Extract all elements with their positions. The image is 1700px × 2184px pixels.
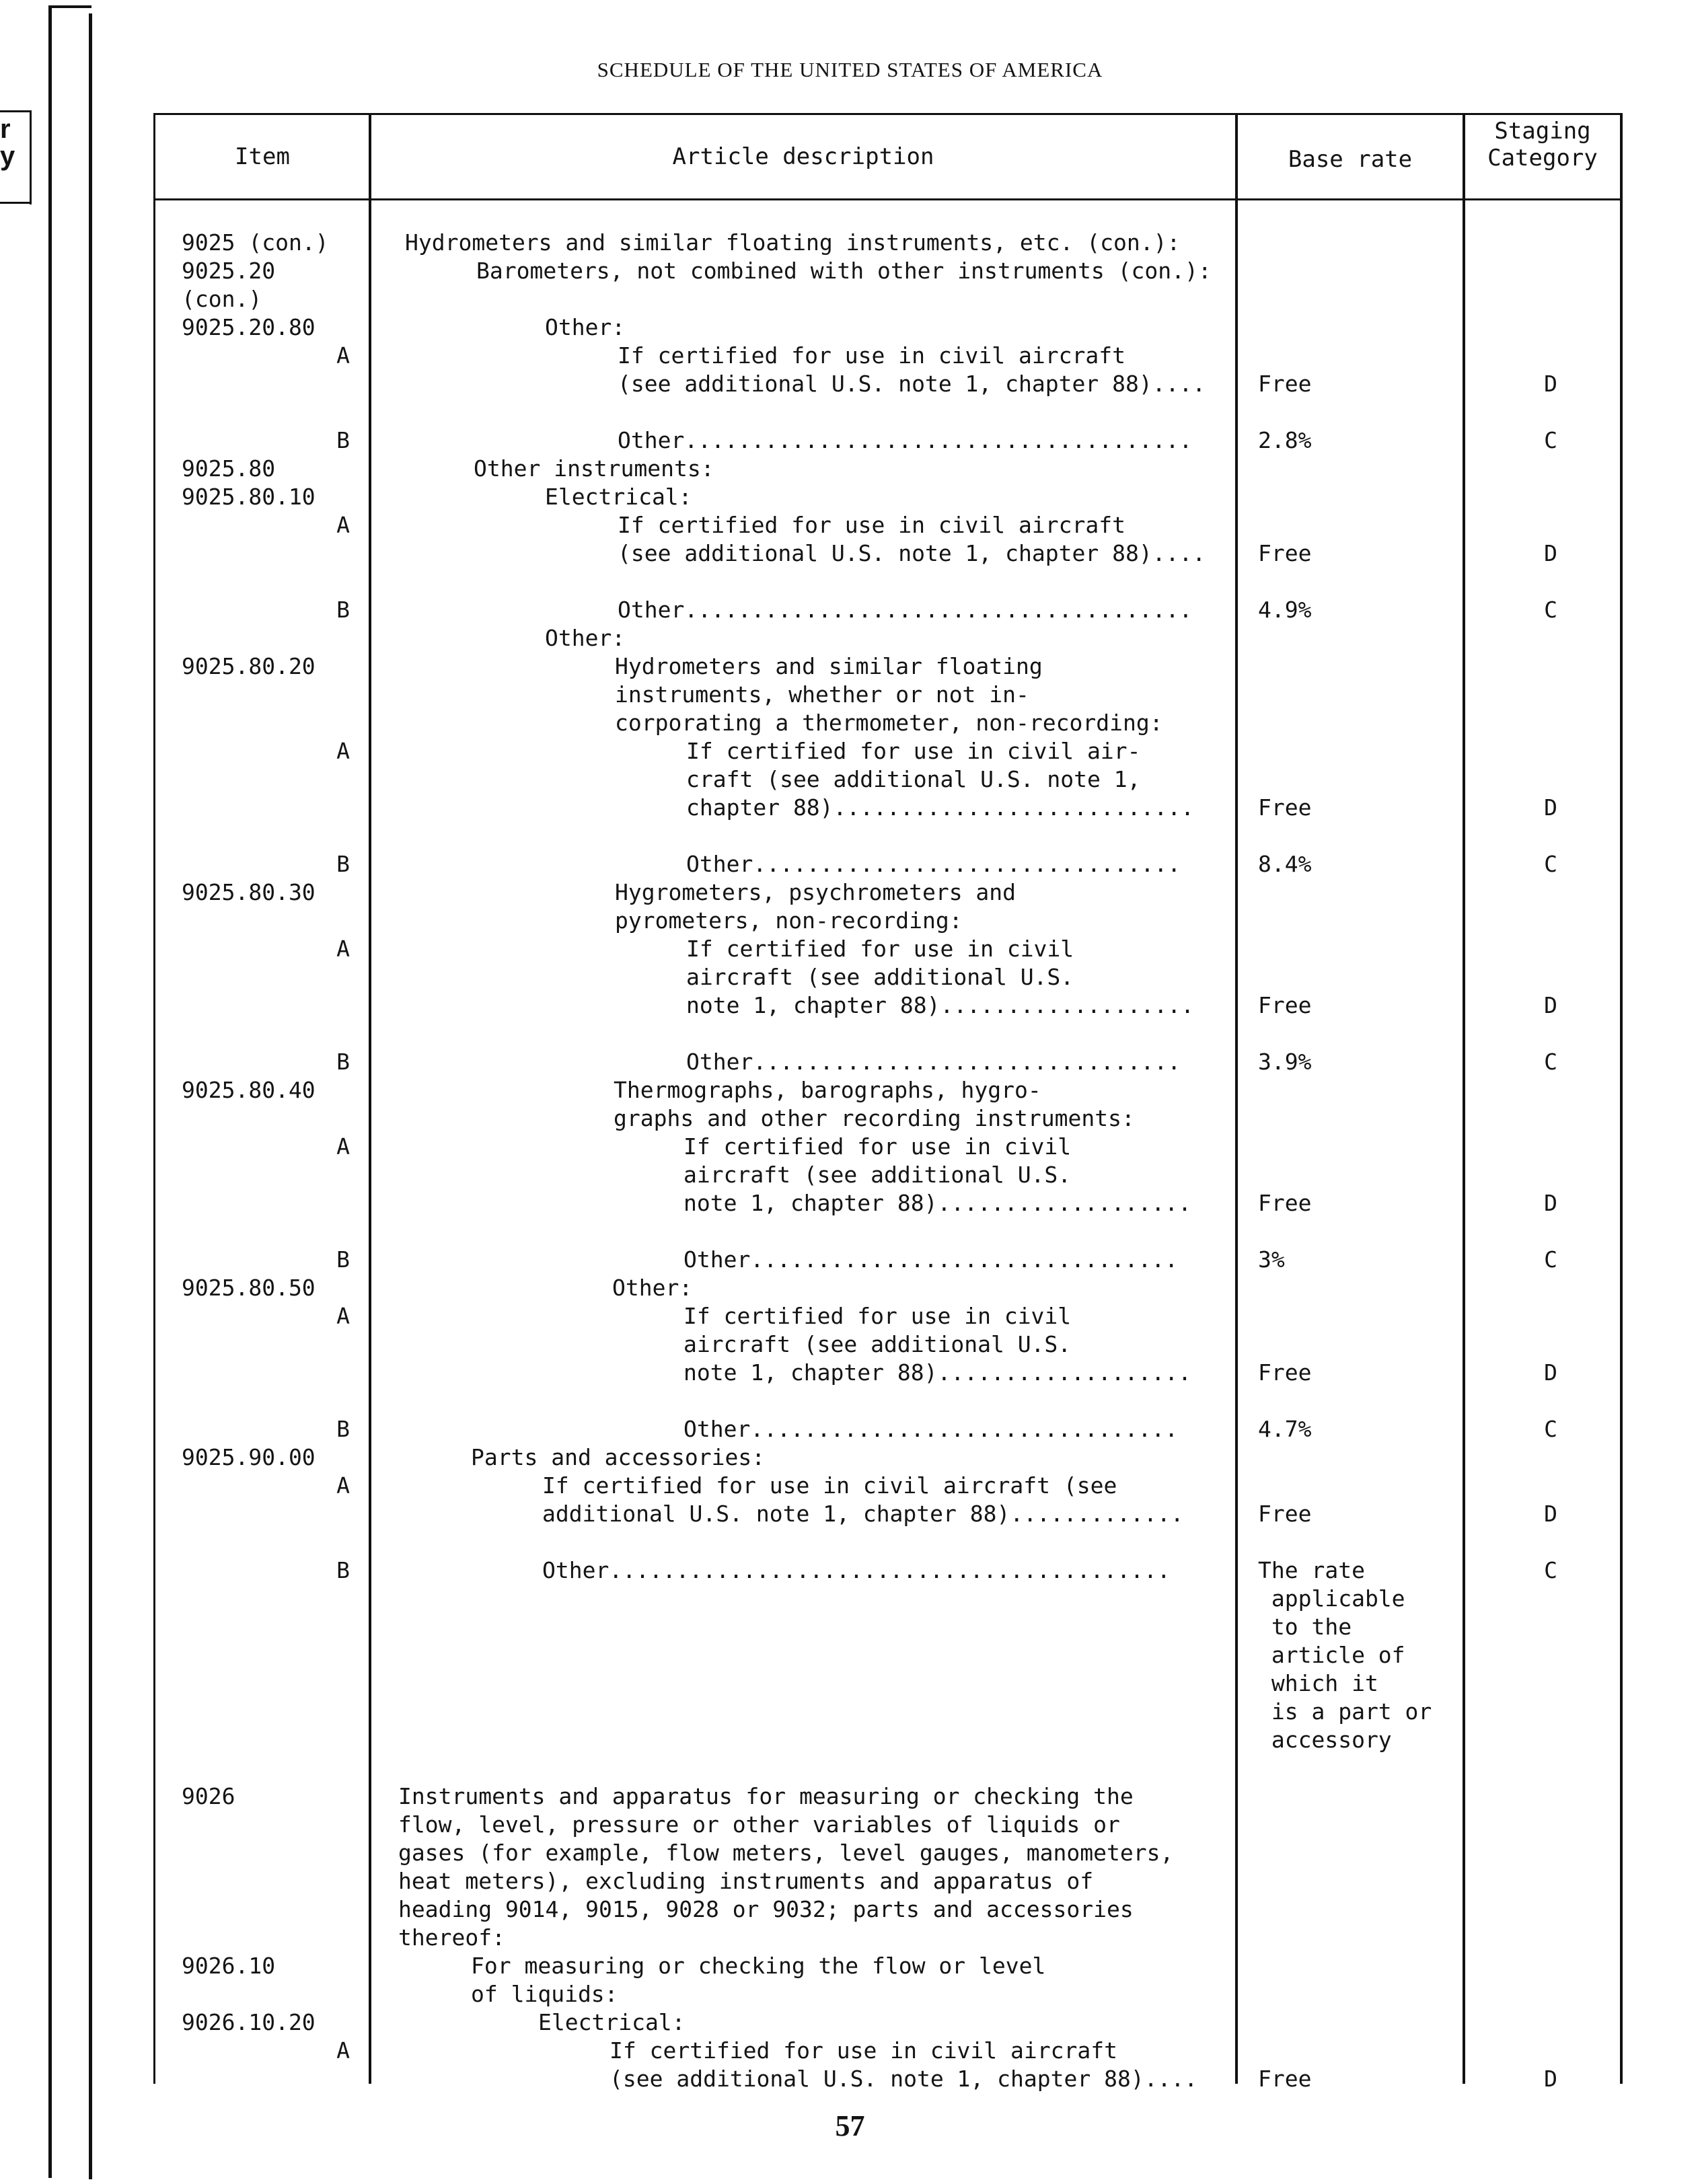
article-description: Other................................: [683, 1246, 1179, 1273]
article-description: If certified for use in civil: [683, 1303, 1072, 1329]
base-rate: Free: [1258, 1190, 1312, 1216]
item-subheading: A: [336, 738, 350, 764]
base-rate: Free: [1258, 794, 1312, 821]
column-header-description: Article description: [672, 143, 934, 170]
staging-category: D: [1544, 2066, 1557, 2092]
page-header: SCHEDULE OF THE UNITED STATES OF AMERICA: [597, 58, 1103, 81]
base-rate: applicable: [1258, 1585, 1405, 1612]
article-description: (see additional U.S. note 1, chapter 88)....: [618, 371, 1206, 397]
base-rate: 4.7%: [1258, 1416, 1312, 1442]
item-subheading: A: [336, 1303, 350, 1329]
base-rate: Free: [1258, 540, 1312, 566]
base-rate: 3%: [1258, 1246, 1285, 1273]
article-description: heat meters), excluding instruments and apparatus of: [398, 1868, 1094, 1894]
staging-category: C: [1544, 1416, 1557, 1442]
base-rate: which it: [1258, 1670, 1378, 1696]
table-header-rule: [153, 198, 1622, 200]
base-rate: Free: [1258, 2066, 1312, 2092]
article-description: aircraft (see additional U.S.: [683, 1162, 1072, 1188]
table-top-rule: [153, 113, 1622, 115]
item-subheading: B: [336, 597, 350, 623]
item-number: 9025.80: [182, 455, 276, 482]
staging-category: C: [1544, 1049, 1557, 1075]
item-number: 9026.10: [182, 1953, 276, 1979]
item-number: 9025 (con.): [182, 229, 329, 256]
staging-category: D: [1544, 1359, 1557, 1386]
item-number: 9025.80.10: [182, 484, 316, 510]
col-divider-item: [153, 113, 155, 2084]
base-rate: article of: [1258, 1642, 1405, 1668]
article-description: Other:: [612, 1275, 693, 1301]
article-description: Other......................................: [618, 427, 1193, 453]
article-description: If certified for use in civil aircraft (see: [542, 1472, 1117, 1499]
staging-category: D: [1544, 371, 1557, 397]
article-description: graphs and other recording instruments:: [614, 1105, 1135, 1131]
article-description: If certified for use in civil: [686, 936, 1074, 962]
article-description: Electrical:: [545, 484, 692, 510]
edge-char-1: r: [0, 114, 11, 144]
article-description: If certified for use in civil: [683, 1133, 1072, 1160]
item-subheading: A: [336, 2037, 350, 2064]
item-subheading: B: [336, 1246, 350, 1273]
article-description: craft (see additional U.S. note 1,: [686, 766, 1141, 792]
base-rate: is a part or: [1258, 1698, 1432, 1725]
column-header-staging-line2: Category: [1487, 145, 1598, 172]
article-description: Other................................: [686, 851, 1181, 877]
article-description: Other:: [545, 625, 626, 651]
base-rate: 2.8%: [1258, 427, 1312, 453]
article-description: additional U.S. note 1, chapter 88).............: [542, 1501, 1184, 1527]
col-divider-desc: [369, 113, 371, 2084]
page-number: 57: [835, 2109, 865, 2142]
article-description: corporating a thermometer, non-recording:: [615, 710, 1163, 736]
item-subheading: A: [336, 936, 350, 962]
base-rate: accessory: [1258, 1727, 1392, 1753]
item-number: 9026.10.20: [182, 2009, 316, 2035]
binding-edge-line-1: [48, 5, 52, 2178]
base-rate: Free: [1258, 1359, 1312, 1386]
base-rate: 3.9%: [1258, 1049, 1312, 1075]
article-description: Hygrometers, psychrometers and: [615, 879, 1017, 905]
item-subheading: B: [336, 851, 350, 877]
base-rate: The rate: [1258, 1557, 1365, 1583]
article-description: If certified for use in civil air-: [686, 738, 1141, 764]
item-subheading: B: [336, 427, 350, 453]
article-description: Other......................................: [618, 597, 1193, 623]
article-description: flow, level, pressure or other variables of liquids or: [398, 1811, 1120, 1838]
staging-category: D: [1544, 794, 1557, 821]
article-description: For measuring or checking the flow or level: [471, 1953, 1046, 1979]
staging-category: C: [1544, 851, 1557, 877]
binding-edge-line-2: [89, 13, 92, 2179]
staging-category: C: [1544, 1557, 1557, 1583]
staging-category: C: [1544, 597, 1557, 623]
article-description: gases (for example, flow meters, level gauges, manometers,: [398, 1840, 1174, 1866]
article-description: pyrometers, non-recording:: [615, 907, 963, 934]
base-rate: 8.4%: [1258, 851, 1312, 877]
base-rate: 4.9%: [1258, 597, 1312, 623]
col-divider-staging: [1463, 113, 1465, 2084]
article-description: Other:: [545, 314, 626, 340]
staging-category: D: [1544, 540, 1557, 566]
staging-category: C: [1544, 1246, 1557, 1273]
article-description: note 1, chapter 88)...................: [686, 992, 1194, 1018]
item-number: 9025.80.40: [182, 1077, 316, 1103]
staging-category: D: [1544, 1190, 1557, 1216]
item-number: 9025.80.50: [182, 1275, 316, 1301]
article-description: Other instruments:: [474, 455, 714, 482]
binding-edge-top: [48, 5, 91, 8]
column-header-base-rate: Base rate: [1288, 146, 1413, 173]
article-description: Instruments and apparatus for measuring or checking the: [398, 1783, 1134, 1809]
base-rate: Free: [1258, 1501, 1312, 1527]
staging-category: D: [1544, 1501, 1557, 1527]
article-description: Electrical:: [538, 2009, 686, 2035]
column-header-staging-line1: Staging: [1494, 118, 1591, 145]
article-description: Other................................: [686, 1049, 1181, 1075]
article-description: aircraft (see additional U.S.: [683, 1331, 1072, 1357]
article-description: Other..........................................: [542, 1557, 1171, 1583]
article-description: Hydrometers and similar floating instruments, etc. (con.):: [405, 229, 1181, 256]
base-rate: to the: [1258, 1614, 1352, 1640]
staging-category: D: [1544, 992, 1557, 1018]
item-number: 9025.20.80: [182, 314, 316, 340]
left-page-rule-3: [30, 110, 32, 204]
item-number: 9025.20: [182, 258, 276, 284]
article-description: Hydrometers and similar floating: [615, 653, 1043, 679]
article-description: If certified for use in civil aircraft: [618, 512, 1125, 538]
article-description: (see additional U.S. note 1, chapter 88)....: [609, 2066, 1198, 2092]
article-description: Parts and accessories:: [471, 1444, 766, 1470]
article-description: note 1, chapter 88)...................: [683, 1359, 1191, 1386]
article-description: of liquids:: [471, 1981, 618, 2007]
article-description: heading 9014, 9015, 9028 or 9032; parts and accessories: [398, 1896, 1134, 1922]
article-description: If certified for use in civil aircraft: [609, 2037, 1117, 2064]
article-description: thereof:: [398, 1924, 505, 1951]
item-subheading: A: [336, 342, 350, 369]
item-subheading: A: [336, 1472, 350, 1499]
col-divider-right: [1620, 113, 1623, 2084]
article-description: Barometers, not combined with other instruments (con.):: [476, 258, 1212, 284]
item-subheading: B: [336, 1049, 350, 1075]
item-subheading: B: [336, 1557, 350, 1583]
col-divider-rate: [1235, 113, 1238, 2084]
item-subheading: A: [336, 1133, 350, 1160]
item-number: 9026: [182, 1783, 235, 1809]
article-description: note 1, chapter 88)...................: [683, 1190, 1191, 1216]
left-page-rule-2: [0, 202, 30, 204]
base-rate: Free: [1258, 371, 1312, 397]
item-subheading: B: [336, 1416, 350, 1442]
article-description: (see additional U.S. note 1, chapter 88)....: [618, 540, 1206, 566]
item-number: (con.): [182, 286, 262, 312]
article-description: Other................................: [683, 1416, 1179, 1442]
edge-char-2: y: [0, 141, 15, 171]
article-description: chapter 88)...........................: [686, 794, 1194, 821]
article-description: If certified for use in civil aircraft: [618, 342, 1125, 369]
item-number: 9025.90.00: [182, 1444, 316, 1470]
article-description: instruments, whether or not in-: [615, 681, 1029, 708]
article-description: aircraft (see additional U.S.: [686, 964, 1074, 990]
column-header-item: Item: [235, 143, 290, 170]
item-subheading: A: [336, 512, 350, 538]
article-description: Thermographs, barographs, hygro-: [614, 1077, 1041, 1103]
staging-category: C: [1544, 427, 1557, 453]
left-page-rule-1: [0, 110, 30, 112]
base-rate: Free: [1258, 992, 1312, 1018]
item-number: 9025.80.30: [182, 879, 316, 905]
item-number: 9025.80.20: [182, 653, 316, 679]
